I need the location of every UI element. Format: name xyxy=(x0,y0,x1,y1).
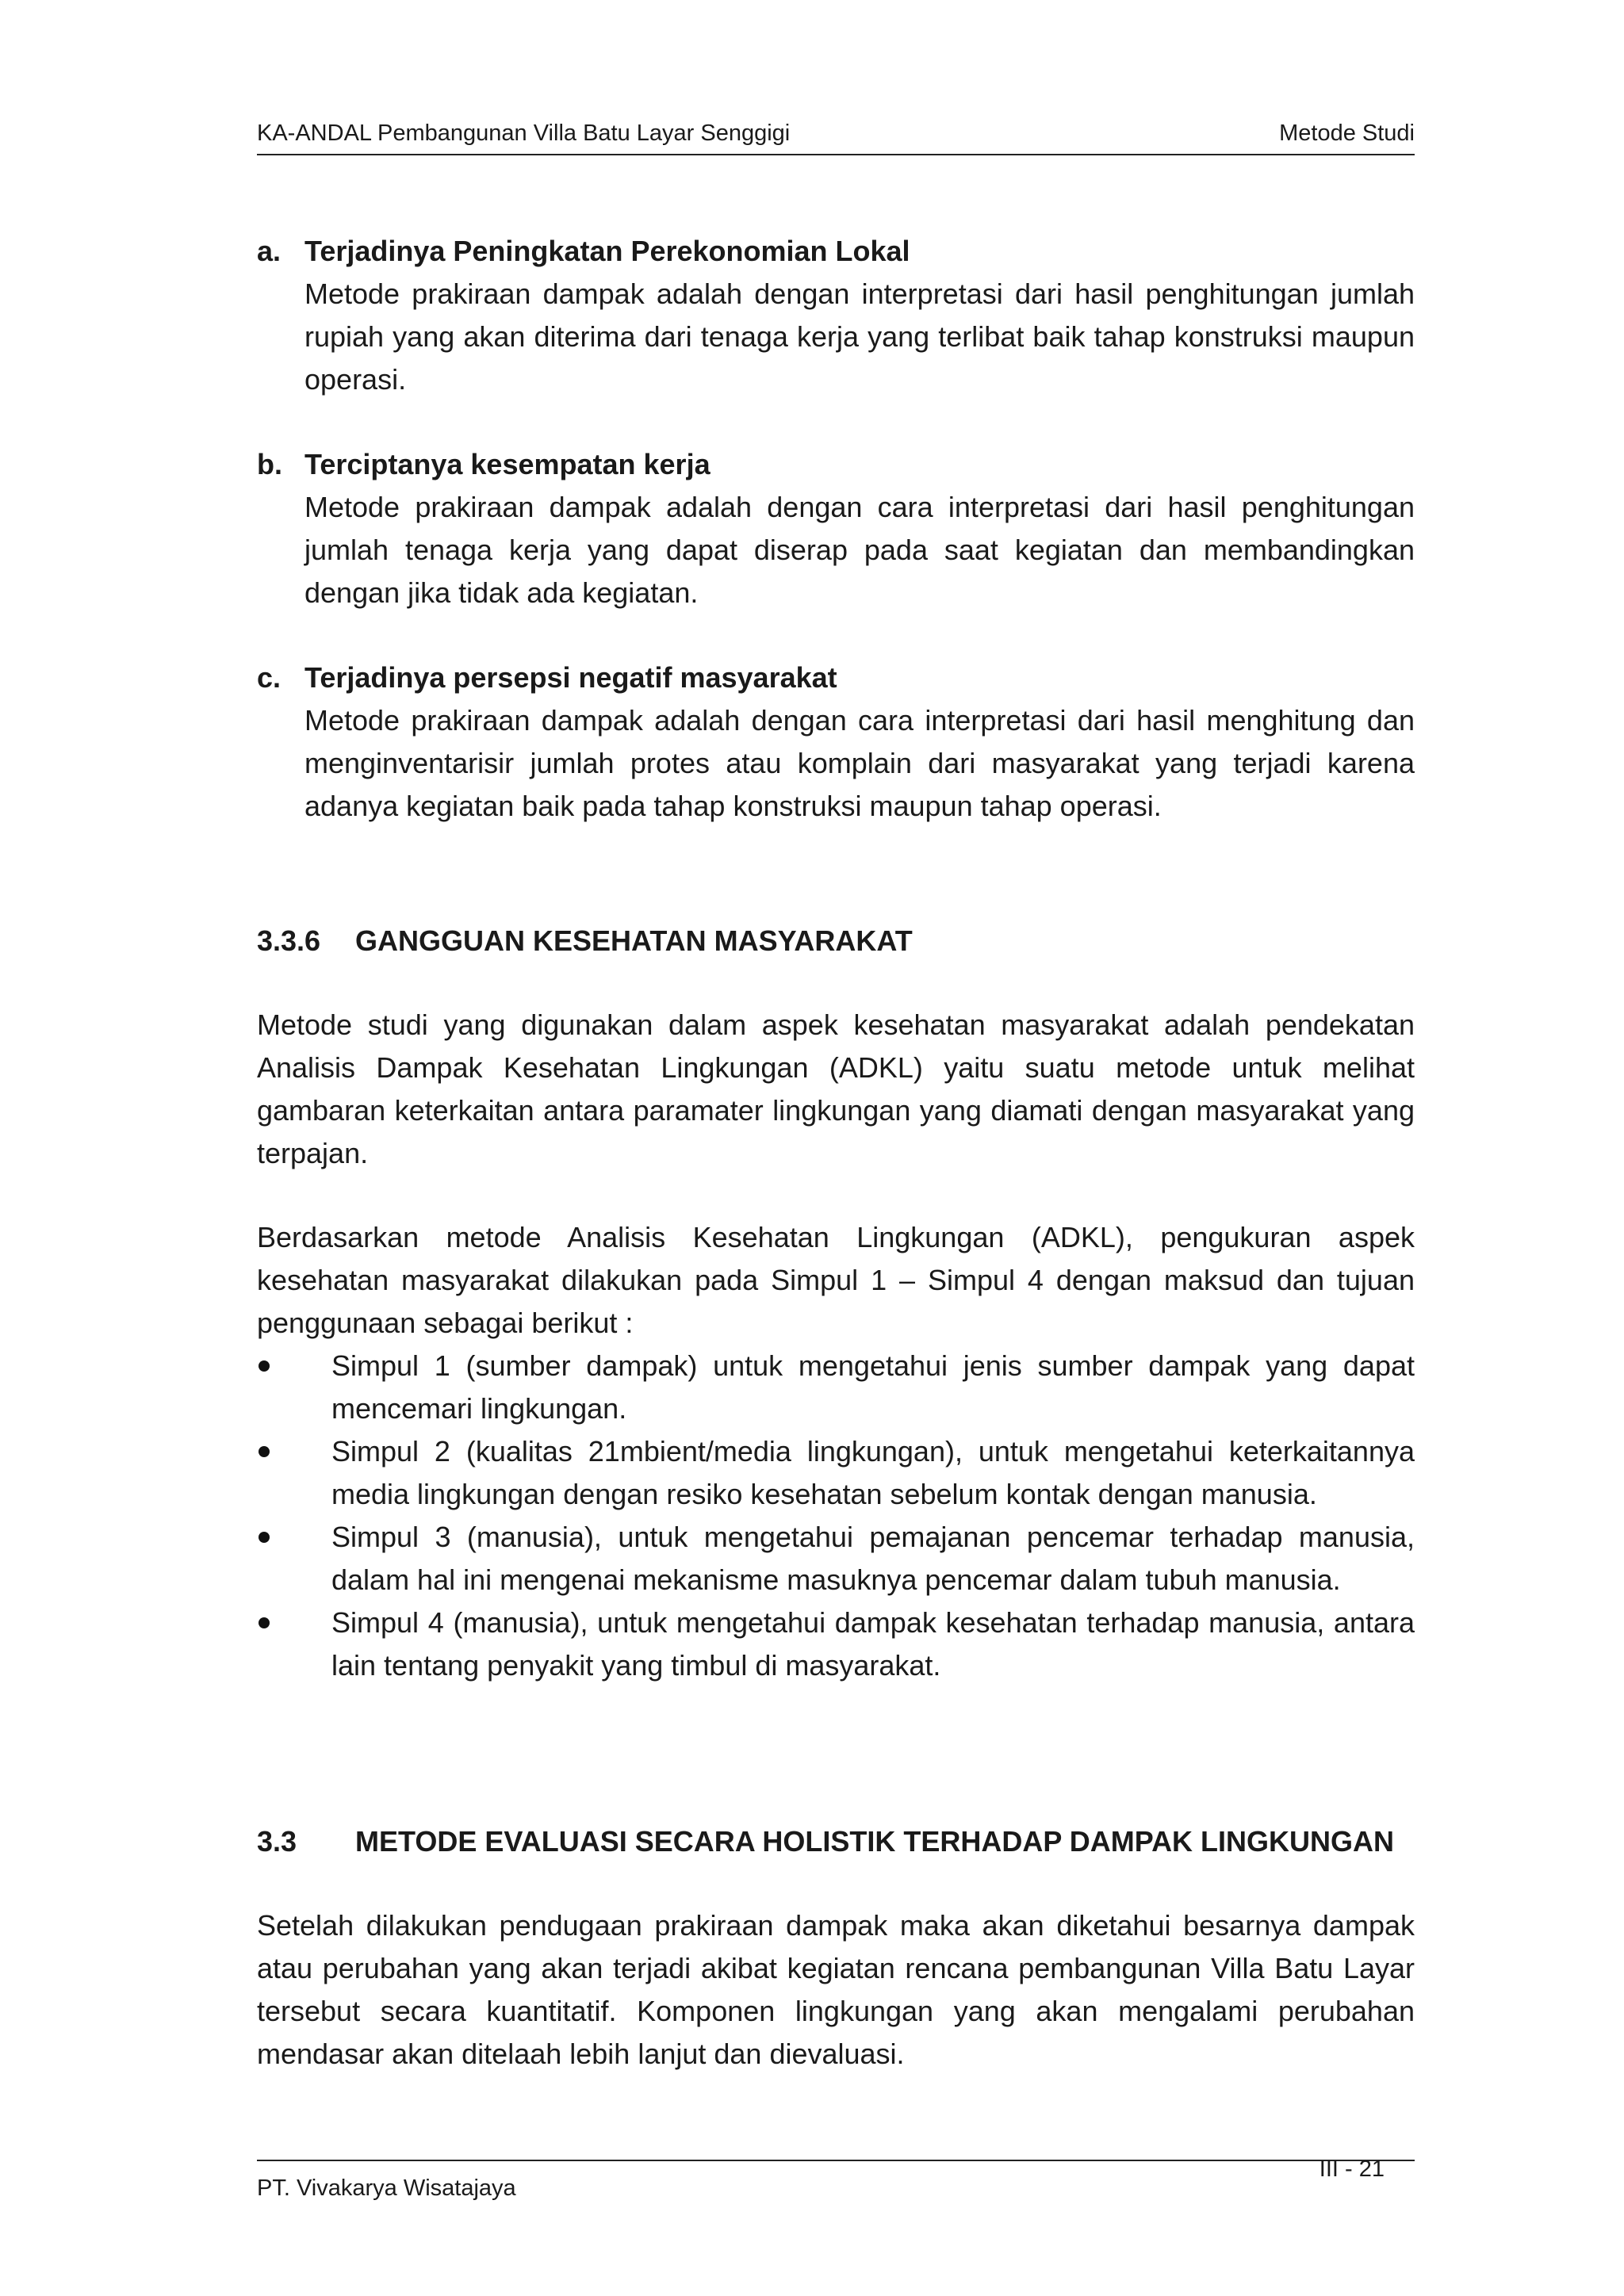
section-title: GANGGUAN KESEHATAN MASYARAKAT xyxy=(355,924,913,957)
bullet-item xyxy=(257,1345,1415,1430)
paragraph: Berdasarkan metode Analisis Kesehatan Lingkungan (ADKL), pengukuran aspek kesehatan masyarakat dilakukan pada Simpul 1 – Simpul 4 dengan maksud dan tujuan penggunaan sebagai berikut : xyxy=(257,1221,1415,1339)
item-title: Terjadinya Peningkatan Perekonomian Lokal xyxy=(304,235,910,267)
bullet-text: Simpul 2 (kualitas 21mbient/media lingkungan), untuk mengetahui keterkaitannya media lingkungan dengan resiko kesehatan sebelum kontak dengan manusia. xyxy=(331,1435,1415,1510)
bullet-dot xyxy=(259,1617,270,1628)
bullet-text: Simpul 4 (manusia), untuk mengetahui dampak kesehatan terhadap manusia, antara lain tentang penyakit yang timbul di masyarakat. xyxy=(331,1606,1415,1682)
item-text: Metode prakiraan dampak adalah dengan cara interpretasi dari hasil menghitung dan menginventarisir jumlah protes atau komplain dari masyarakat yang terjadi karena adanya kegiatan baik pada tahap konstruksi maupun tahap operasi. xyxy=(304,704,1415,822)
bullet-item xyxy=(257,1430,1415,1516)
item-title: Terciptanya kesempatan kerja xyxy=(304,448,710,480)
bullet-dot xyxy=(259,1360,270,1372)
header-document-title: KA-ANDAL Pembangunan Villa Batu Layar Senggigi xyxy=(257,121,791,146)
item-letter: b. xyxy=(257,448,282,480)
bullet-item xyxy=(257,1601,1415,1687)
item-text: Metode prakiraan dampak adalah dengan interpretasi dari hasil penghitungan jumlah rupiah yang akan diterima dari tenaga kerja yang terlibat baik tahap konstruksi maupun operasi. xyxy=(304,277,1415,396)
section-number: 3.3.6 xyxy=(257,924,321,957)
bullet-dot xyxy=(259,1532,270,1543)
section-title: METODE EVALUASI SECARA HOLISTIK TERHADAP DAMPAK LINGKUNGAN xyxy=(355,1825,1395,1858)
page-body xyxy=(257,230,1415,2076)
item-heading xyxy=(257,230,1415,273)
bullet-text: Simpul 3 (manusia), untuk mengetahui pemajanan pencemar terhadap manusia, dalam hal ini mengenai mekanisme masuknya pencemar dalam tubuh manusia. xyxy=(331,1521,1415,1596)
bullet-text: Simpul 1 (sumber dampak) untuk mengetahui jenis sumber dampak yang dapat mencemari lingkungan. xyxy=(331,1349,1415,1425)
section-heading xyxy=(257,1820,1415,1863)
footer-company: PT. Vivakarya Wisatajaya xyxy=(257,2175,516,2201)
item-heading xyxy=(257,443,1415,486)
bullet-item xyxy=(257,1516,1415,1601)
item-letter: a. xyxy=(257,235,282,267)
item-heading xyxy=(257,656,1415,699)
item-letter: c. xyxy=(257,661,282,694)
item-title: Terjadinya persepsi negatif masyarakat xyxy=(304,661,837,694)
paragraph: Setelah dilakukan pendugaan prakiraan dampak maka akan diketahui besarnya dampak atau perubahan yang akan terjadi akibat kegiatan rencana pembangunan Villa Batu Layar tersebut secara kuantitatif. Komponen lingkungan yang akan mengalami perubahan mendasar akan ditelaah lebih lanjut dan dievaluasi. xyxy=(257,1909,1415,2070)
list-item xyxy=(257,656,1415,828)
page-header xyxy=(257,119,1415,155)
section-number: 3.3 xyxy=(257,1825,297,1858)
list-item xyxy=(257,230,1415,401)
bullet-list xyxy=(257,1345,1415,1687)
list-item xyxy=(257,443,1415,614)
paragraph: Metode studi yang digunakan dalam aspek kesehatan masyarakat adalah pendekatan Analisis Dampak Kesehatan Lingkungan (ADKL) yaitu suatu metode untuk melihat gambaran keterkaitan antara paramater lingkungan yang diamati dengan masyarakat yang terpajan. xyxy=(257,1008,1415,1169)
header-chapter-title: Metode Studi xyxy=(1279,121,1415,146)
section-heading xyxy=(257,920,1415,962)
bullet-dot xyxy=(259,1446,270,1457)
page-footer xyxy=(257,2156,1415,2201)
item-text: Metode prakiraan dampak adalah dengan cara interpretasi dari hasil penghitungan jumlah tenaga kerja yang dapat diserap pada saat kegiatan dan membandingkan dengan jika tidak ada kegiatan. xyxy=(304,491,1415,609)
page-number: III - 21 xyxy=(1319,2156,1385,2182)
